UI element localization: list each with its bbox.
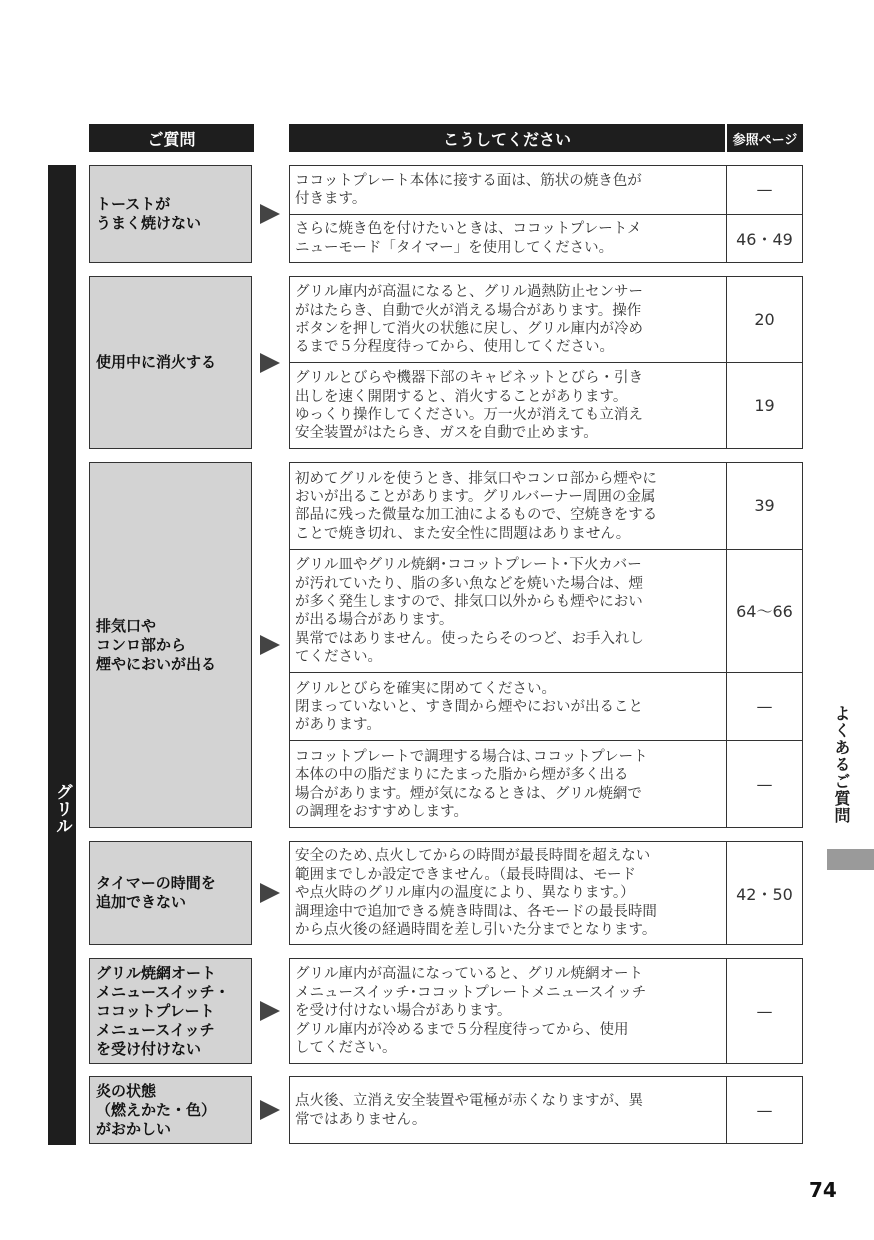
faq-group-timer	[89, 841, 803, 945]
reference-page: —	[756, 697, 773, 717]
answer-row	[290, 362, 802, 448]
answer-text: さらに焼き色を付けたいときは、ココットプレートメ ニューモード「タイマー」を使用してください。	[290, 215, 727, 263]
reference-page: 19	[754, 396, 775, 415]
question-text: グリル焼網オート メニュースイッチ・ ココットプレート メニュースイッチ を受け付けない	[96, 963, 230, 1058]
section-tab	[826, 705, 856, 845]
arrow-right-icon	[260, 204, 280, 224]
page-number: 74	[809, 1178, 837, 1202]
answer-table	[289, 958, 803, 1064]
category-sidebar	[48, 165, 76, 1145]
answer-text: 初めてグリルを使うとき、排気口やコンロ部から煙やに おいが出ることがあります。グリルバーナー周囲の金属 部品に残った微量な加工油によるもので、空焼きをする ことで焼き切れ、また安全性に問題はありません。	[290, 463, 727, 549]
question-text: 排気口や コンロ部から 煙やにおいが出る	[96, 616, 217, 673]
answer-text: グリル庫内が高温になっていると、グリル焼網オート メニュースイッチ･ココットプレートメニュースイッチ を受け付けない場合があります。 グリル庫内が冷めるまで５分程度待ってから、使用 してください。	[290, 959, 727, 1063]
faq-group-smoke	[89, 462, 803, 828]
answer-row	[290, 959, 802, 1063]
reference-page: 39	[754, 496, 775, 516]
answer-table	[289, 462, 803, 828]
reference-page: —	[756, 1100, 773, 1120]
answer-row	[290, 740, 802, 827]
question-box	[89, 958, 252, 1064]
category-label: グリル	[52, 783, 72, 834]
answer-text: グリル皿やグリル焼網･ココットプレート･下火カバー が汚れていたり、脂の多い魚などを焼いた場合は、煙 が多く発生しますので、排気口以外からも煙やにおい が出る場合があります。 異常ではありません。使ったらそのつど、お手入れし てください。	[290, 550, 727, 672]
reference-page: —	[756, 180, 773, 200]
answer-text: グリル庫内が高温になると、グリル過熱防止センサー がはたらき、自動で火が消える場合があります。操作 ボタンを押して消火の状態に戻し、グリル庫内が冷め るまで５分程度待ってから、使用してください。	[290, 277, 727, 362]
answer-row	[290, 166, 802, 214]
answer-table	[289, 1076, 803, 1144]
question-box	[89, 841, 252, 945]
answer-text: 安全のため､点火してからの時間が最長時間を超えない 範囲までしか設定できません。（最長時間は、モード や点火時のグリル庫内の温度により、異なります。） 調理途中で追加できる焼き時間は、各モードの最長時間 から点火後の経過時間を差し引いた分までとなります。	[290, 842, 727, 944]
answer-table	[289, 165, 803, 263]
reference-page: 20	[754, 310, 775, 329]
question-box	[89, 276, 252, 449]
question-text: トーストが うまく焼けない	[96, 195, 202, 232]
answer-row	[290, 463, 802, 549]
answer-text: ココットプレート本体に接する面は、筋状の焼き色が 付きます。	[290, 166, 727, 214]
answer-row	[290, 277, 802, 362]
arrow-right-icon	[260, 353, 280, 373]
answer-table	[289, 841, 803, 945]
answer-table	[289, 276, 803, 449]
answer-text: グリルとびらや機器下部のキャビネットとびら・引き 出しを速く開閉すると、消火することがあります。 ゆっくり操作してください。万一火が消えても立消え 安全装置がはたらき、ガスを自動で止めます。	[290, 363, 727, 448]
answer-text: ココットプレートで調理する場合は､ココットプレート 本体の中の脂だまりにたまった脂から煙が多く出る 場合があります。煙が気になるときは、グリル焼網で の調理をおすすめします。	[290, 741, 727, 827]
question-box	[89, 165, 252, 263]
section-tab-marker	[827, 849, 874, 870]
answer-text: グリルとびらを確実に閉めてください。 閉まっていないと、すき間から煙やにおいが出ること があります。	[290, 673, 727, 740]
arrow-right-icon	[260, 883, 280, 903]
faq-group-menu-switch	[89, 958, 803, 1064]
answer-row	[290, 1077, 802, 1143]
question-text: タイマーの時間を 追加できない	[96, 874, 216, 911]
reference-page: —	[756, 774, 773, 794]
answer-row	[290, 214, 802, 263]
arrow-right-icon	[260, 635, 280, 655]
answer-text: 点火後、立消え安全装置や電極が赤くなりますが、異 常ではありません。	[290, 1077, 727, 1143]
reference-page: 64〜66	[736, 602, 793, 622]
question-text: 炎の状態 （燃えかた・色） がおかしい	[96, 1081, 217, 1138]
section-tab-label: よくあるご質問	[832, 705, 851, 824]
reference-page: 46・49	[736, 229, 793, 249]
question-text: 使用中に消火する	[96, 353, 217, 371]
faq-group-toast	[89, 165, 803, 263]
question-box	[89, 1076, 252, 1144]
header-reference-page: 参照ページ	[727, 124, 803, 152]
answer-row	[290, 549, 802, 672]
faq-group-flame-state	[89, 1076, 803, 1144]
reference-page: 42・50	[736, 884, 793, 904]
reference-page: —	[756, 1001, 773, 1021]
faq-group-flame-out	[89, 276, 803, 449]
arrow-right-icon	[260, 1001, 280, 1021]
arrow-right-icon	[260, 1100, 280, 1120]
answer-row	[290, 672, 802, 740]
header-question: ご質問	[89, 124, 254, 152]
question-box	[89, 462, 252, 828]
header-answer: こうしてください	[289, 124, 725, 152]
answer-row	[290, 842, 802, 944]
